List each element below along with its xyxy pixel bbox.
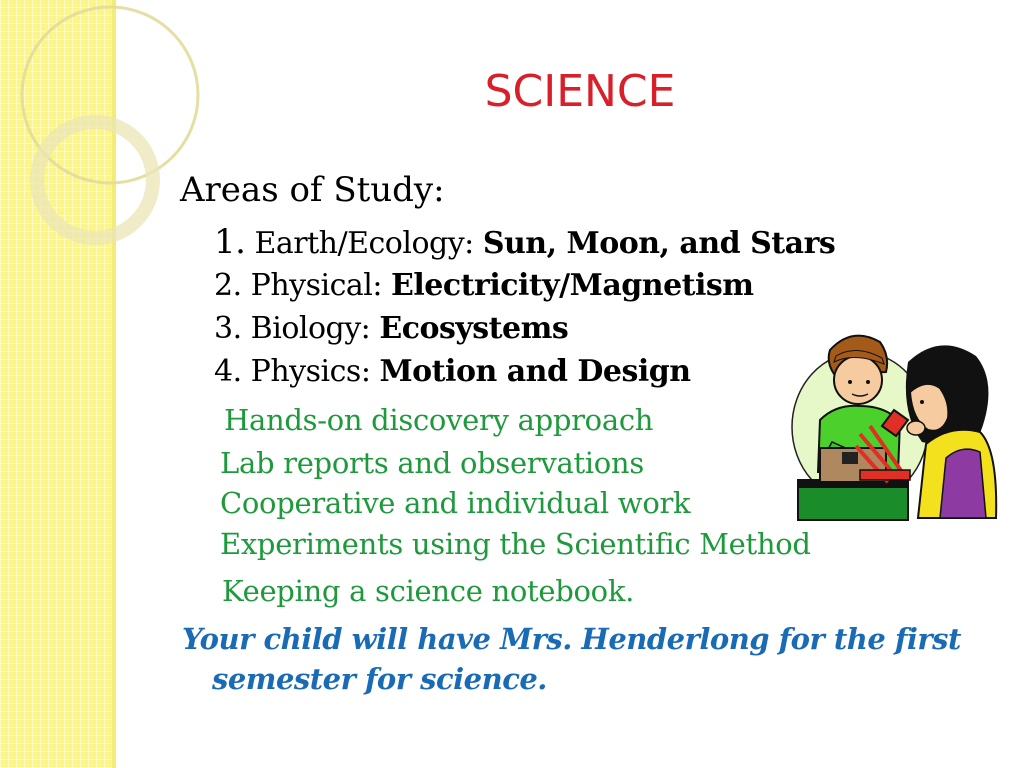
method-item: Experiments using the Scientific Method	[220, 527, 811, 561]
decorative-circles	[0, 0, 200, 260]
area-label: Physical:	[250, 268, 392, 303]
method-item: Cooperative and individual work	[220, 486, 691, 520]
area-number: 1.	[214, 222, 246, 262]
area-label: Biology:	[250, 311, 380, 346]
method-item: Hands-on discovery approach	[224, 403, 654, 437]
area-topic: Sun, Moon, and Stars	[482, 226, 836, 261]
area-item	[214, 268, 754, 303]
area-topic: Ecosystems	[379, 311, 569, 346]
area-number: 3.	[214, 311, 242, 346]
area-label: Earth/Ecology:	[254, 226, 483, 261]
area-number: 2.	[214, 268, 242, 303]
method-item: Lab reports and observations	[220, 446, 644, 480]
slide-title: SCIENCE	[484, 66, 676, 117]
area-item	[214, 354, 691, 389]
area-topic: Motion and Design	[379, 354, 691, 389]
areas-heading: Areas of Study:	[180, 170, 445, 210]
area-number: 4.	[214, 354, 242, 389]
method-item: Keeping a science notebook.	[222, 574, 635, 608]
teacher-note-line2: semester for science.	[212, 662, 547, 696]
children-microscope-clipart	[790, 322, 1000, 522]
teacher-note-line1: Your child will have Mrs. Henderlong for the first	[182, 622, 961, 656]
area-label: Physics:	[250, 354, 380, 389]
area-item	[214, 222, 835, 262]
area-item	[214, 311, 568, 346]
area-topic: Electricity/Magnetism	[391, 268, 754, 303]
